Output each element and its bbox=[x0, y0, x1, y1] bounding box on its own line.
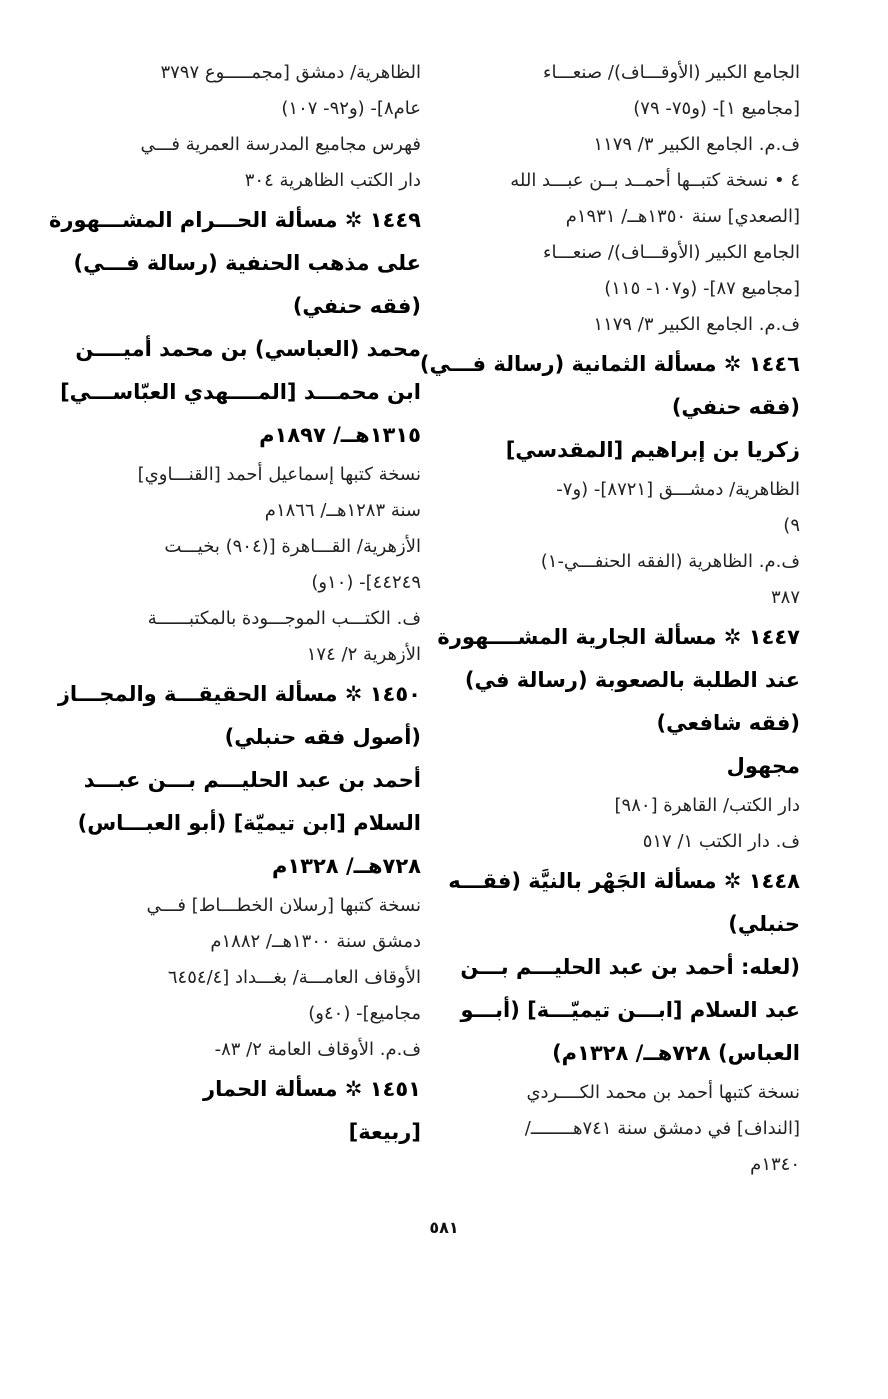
page-number: ٥٨١ bbox=[429, 1218, 459, 1237]
entry-heading-line: محمد (العباسي) بن محمد أميــــن bbox=[75, 337, 421, 361]
entry-text-line: سنة ١٢٨٣هــ/ ١٨٦٦م bbox=[264, 500, 421, 521]
entry-heading-line: ١٤٤٨ ✲ مسألة الجَهْر بالنيَّة (فقـــه bbox=[448, 869, 800, 893]
entry-text-line: دمشق سنة ١٣٠٠هــ/ ١٨٨٢م bbox=[210, 931, 421, 952]
entry-heading-line: ١٤٤٩ ✲ مسألة الحـــرام المشـــهورة bbox=[49, 208, 421, 232]
entry-text-line: نسخة كتبها أحمد بن محمد الكــــردي bbox=[526, 1082, 800, 1103]
entry-text-line: [النداف] في دمشق سنة ٧٤١هــــــــ/ bbox=[524, 1118, 800, 1139]
entry-text-line: الأزهرية/ القـــاهرة [(٩٠٤) بخيـــت bbox=[164, 536, 421, 557]
entry-text-line: ف.م. الأوقاف العامة ٢/ ٨٣- bbox=[214, 1039, 421, 1060]
entry-text-line: الظاهرية/ دمشق [مجمـــــوع ٣٧٩٧ bbox=[160, 62, 421, 83]
entry-text-line: ف.م. الجامع الكبير ٣/ ١١٧٩ bbox=[593, 134, 800, 155]
entry-text-line: ٤ • نسخة كتبــها أحمــد بــن عبـــد الله bbox=[510, 170, 800, 191]
right-column bbox=[419, 55, 800, 1183]
entry-heading-line: (لعله: أحمد بن عبد الحليـــم بـــن bbox=[460, 955, 800, 979]
entry-heading-line: عبد السلام [ابـــن تيميّـــة] (أبـــو bbox=[460, 998, 800, 1022]
entry-text-line: دار الكتب/ القاهرة [٩٨٠] bbox=[614, 795, 800, 816]
entry-text-line: دار الكتب الظاهرية ٣٠٤ bbox=[244, 170, 421, 191]
entry-text-line: [مجاميع ٨٧]- (و١٠٧- ١١٥) bbox=[604, 278, 800, 299]
entry-heading-line: ١٤٥١ ✲ مسألة الحمار bbox=[203, 1077, 421, 1101]
entry-heading-line: ابن محمـــد [المــــهدي العبّاســـي] bbox=[60, 380, 421, 404]
entry-text-line: [الصعدي] سنة ١٣٥٠هــ/ ١٩٣١م bbox=[565, 206, 800, 227]
entry-heading-line: عند الطلبة بالصعوبة (رسالة في) bbox=[464, 668, 800, 692]
entry-text-line: [مجاميع ١]- (و٧٥- ٧٩) bbox=[633, 98, 800, 119]
entry-heading-line: على مذهب الحنفية (رسالة فـــي) bbox=[73, 251, 421, 275]
entry-text-line: الجامع الكبير (الأوقـــاف)/ صنعـــاء bbox=[542, 62, 800, 83]
left-column bbox=[49, 55, 421, 1154]
entry-heading-line: (فقه شافعي) bbox=[656, 711, 800, 735]
entry-text-line: الأوقاف العامـــة/ بغـــداد [٦٤٥٤/٤ bbox=[167, 967, 421, 988]
entry-heading-line: أحمد بن عبد الحليـــم بـــن عبـــد bbox=[83, 768, 421, 792]
entry-text-line: ف. الكتـــب الموجـــودة بالمكتبــــــة bbox=[147, 608, 421, 629]
entry-text-line: ٣٨٧ bbox=[770, 587, 800, 608]
entry-text-line: ٤٤٢٤٩]- (١٠و) bbox=[311, 572, 421, 593]
entry-text-line: نسخة كتبها [رسلان الخطـــاط] فـــي bbox=[146, 895, 421, 916]
entry-text-line: نسخة كتبها إسماعيل أحمد [القنـــاوي] bbox=[137, 464, 421, 485]
entry-text-line: عام٨]- (و٩٢- ١٠٧) bbox=[281, 98, 421, 119]
entry-text-line: الأزهرية ٢/ ١٧٤ bbox=[306, 644, 421, 665]
entry-heading-line: زكريا بن إبراهيم [المقدسي] bbox=[505, 438, 800, 462]
entry-heading-line: العباس) ٧٢٨هــ/ ١٣٢٨م) bbox=[552, 1041, 800, 1065]
entry-heading-line: مجهول bbox=[726, 754, 800, 778]
entry-heading-line: ١٤٥٠ ✲ مسألة الحقيقـــة والمجـــاز bbox=[57, 682, 421, 706]
entry-text-line: ف. دار الكتب ١/ ٥١٧ bbox=[642, 831, 800, 852]
entry-text-line: ٩) bbox=[783, 515, 800, 536]
entry-heading-line: حنبلي) bbox=[728, 912, 800, 936]
entry-heading-line: ٧٢٨هــ/ ١٣٢٨م bbox=[271, 854, 421, 878]
entry-heading-line: ١٤٤٧ ✲ مسألة الجارية المشــــهورة bbox=[437, 625, 800, 649]
entry-text-line: الظاهرية/ دمشـــق [٨٧٢١]- (و٧- bbox=[556, 479, 800, 500]
entry-text-line: ١٣٤٠م bbox=[750, 1154, 800, 1175]
entry-text-line: ف.م. الجامع الكبير ٣/ ١١٧٩ bbox=[593, 314, 800, 335]
entry-text-line: الجامع الكبير (الأوقـــاف)/ صنعـــاء bbox=[542, 242, 800, 263]
entry-text-line: ف.م. الظاهرية (الفقه الحنفـــي-١) bbox=[540, 551, 800, 572]
entry-heading-line: (فقه حنفي) bbox=[292, 294, 421, 318]
entry-heading-line: [ربيعة] bbox=[348, 1120, 421, 1144]
entry-heading-line: (فقه حنفي) bbox=[671, 395, 800, 419]
entry-heading-line: ١٣١٥هــ/ ١٨٩٧م bbox=[259, 423, 421, 447]
entry-heading-line: السلام [ابن تيميّة] (أبو العبـــاس) bbox=[77, 811, 421, 835]
entry-heading-line: (أصول فقه حنبلي) bbox=[224, 725, 421, 749]
entry-heading-line: ١٤٤٦ ✲ مسألة الثمانية (رسالة فـــي) bbox=[419, 352, 800, 376]
entry-text-line: مجاميع]- (٤٠و) bbox=[308, 1003, 421, 1024]
entry-text-line: فهرس مجاميع المدرسة العمرية فـــي bbox=[140, 134, 421, 155]
